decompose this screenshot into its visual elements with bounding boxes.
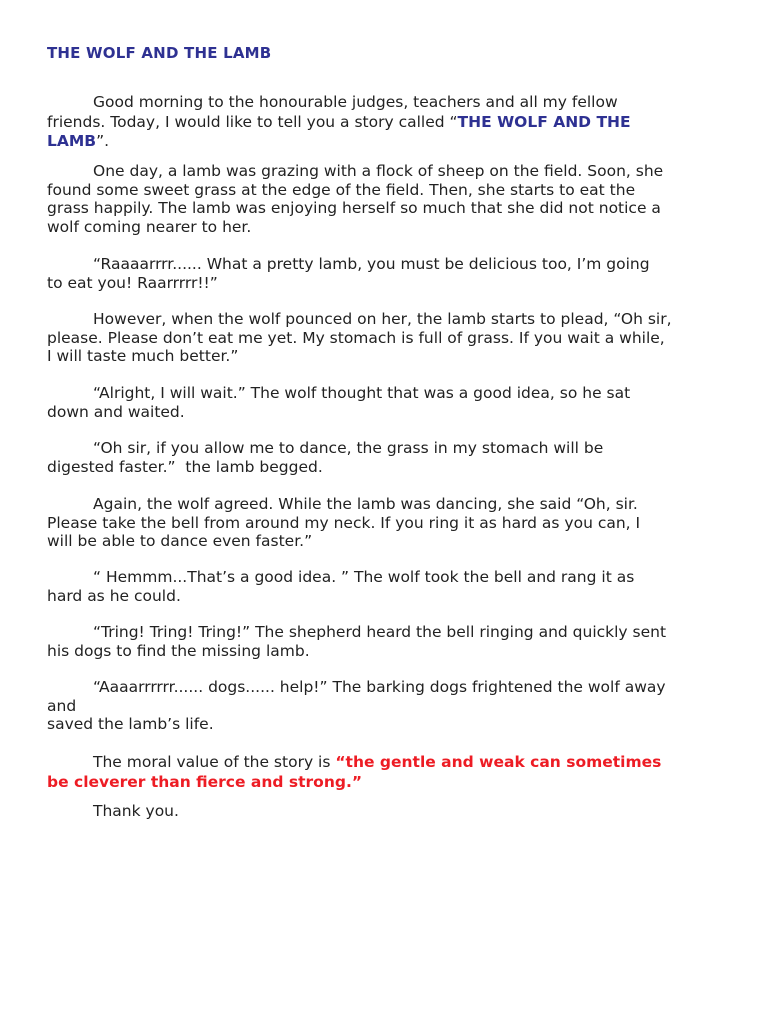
paragraph-line: to eat you! Raarrrrr!!”	[47, 273, 218, 292]
paragraph-line: and	[47, 696, 77, 715]
moral-intro: The moral value of the story is	[93, 753, 336, 771]
moral-paragraph	[47, 752, 737, 792]
paragraph-6	[47, 495, 737, 551]
moral-quote-part-2: be cleverer than fierce and strong.”	[47, 773, 363, 791]
paragraph-line: saved the lamb’s life.	[47, 715, 214, 733]
paragraph-line: “Alright, I will wait.” The wolf thought that was a good idea, so he sat	[93, 384, 631, 402]
paragraph-2	[47, 255, 737, 292]
story-title-inline: THE WOLF AND THE	[457, 112, 631, 131]
paragraph-line: “ Hemmm...That’s a good idea. ” The wolf took the bell and rang it as	[93, 568, 635, 586]
paragraph-line: found some sweet grass at the edge of the field. Then, she starts to eat the	[47, 180, 636, 199]
intro-paragraph	[47, 93, 737, 151]
paragraph-line: digested faster.” the lamb begged.	[47, 457, 323, 476]
closing-paragraph	[47, 802, 737, 821]
story-title-inline-end: LAMB	[47, 132, 97, 150]
paragraph-line: “Oh sir, if you allow me to dance, the grass in my stomach will be	[93, 439, 604, 457]
paragraph-line: “Aaaarrrrrr...... dogs...... help!” The barking dogs frightened the wolf away	[93, 678, 666, 696]
moral-quote-part-1: “the gentle and weak can sometimes	[335, 753, 662, 771]
paragraph-line: Please take the bell from around my neck. If you ring it as hard as you can, I	[47, 513, 641, 532]
paragraph-7	[47, 568, 737, 605]
paragraph-5	[47, 439, 737, 476]
paragraph-line: his dogs to find the missing lamb.	[47, 641, 310, 660]
intro-line-2: friends. Today, I would like to tell you a story called “	[47, 112, 458, 131]
paragraph-line: down and waited.	[47, 402, 185, 421]
paragraph-line: will be able to dance even faster.”	[47, 532, 313, 550]
paragraph-line: hard as he could.	[47, 586, 181, 605]
paragraph-line: Again, the wolf agreed. While the lamb was dancing, she said “Oh, sir.	[93, 495, 638, 513]
paragraph-line: grass happily. The lamb was enjoying herself so much that she did not notice a	[47, 199, 661, 217]
paragraph-9	[47, 678, 737, 734]
paragraph-8	[47, 623, 737, 660]
paragraph-line: One day, a lamb was grazing with a flock of sheep on the field. Soon, she	[93, 162, 664, 180]
closing-text: Thank you.	[93, 802, 179, 820]
document-title: THE WOLF AND THE LAMB	[47, 44, 272, 62]
paragraph-line: “Raaaarrrr...... What a pretty lamb, you must be delicious too, I’m going	[93, 255, 650, 273]
paragraph-line: please. Please don’t eat me yet. My stomach is full of grass. If you wait a while,	[47, 328, 665, 347]
intro-line-1: Good morning to the honourable judges, teachers and all my fellow	[93, 93, 618, 111]
paragraph-3	[47, 310, 737, 366]
paragraph-1	[47, 162, 737, 236]
paragraph-line: However, when the wolf pounced on her, the lamb starts to plead, “Oh sir,	[93, 310, 672, 328]
paragraph-line: “Tring! Tring! Tring!” The shepherd heard the bell ringing and quickly sent	[93, 623, 667, 641]
paragraph-line: I will taste much better.”	[47, 347, 239, 365]
intro-line-3: ”.	[96, 132, 110, 150]
paragraph-4	[47, 384, 737, 421]
paragraph-line: wolf coming nearer to her.	[47, 217, 252, 236]
